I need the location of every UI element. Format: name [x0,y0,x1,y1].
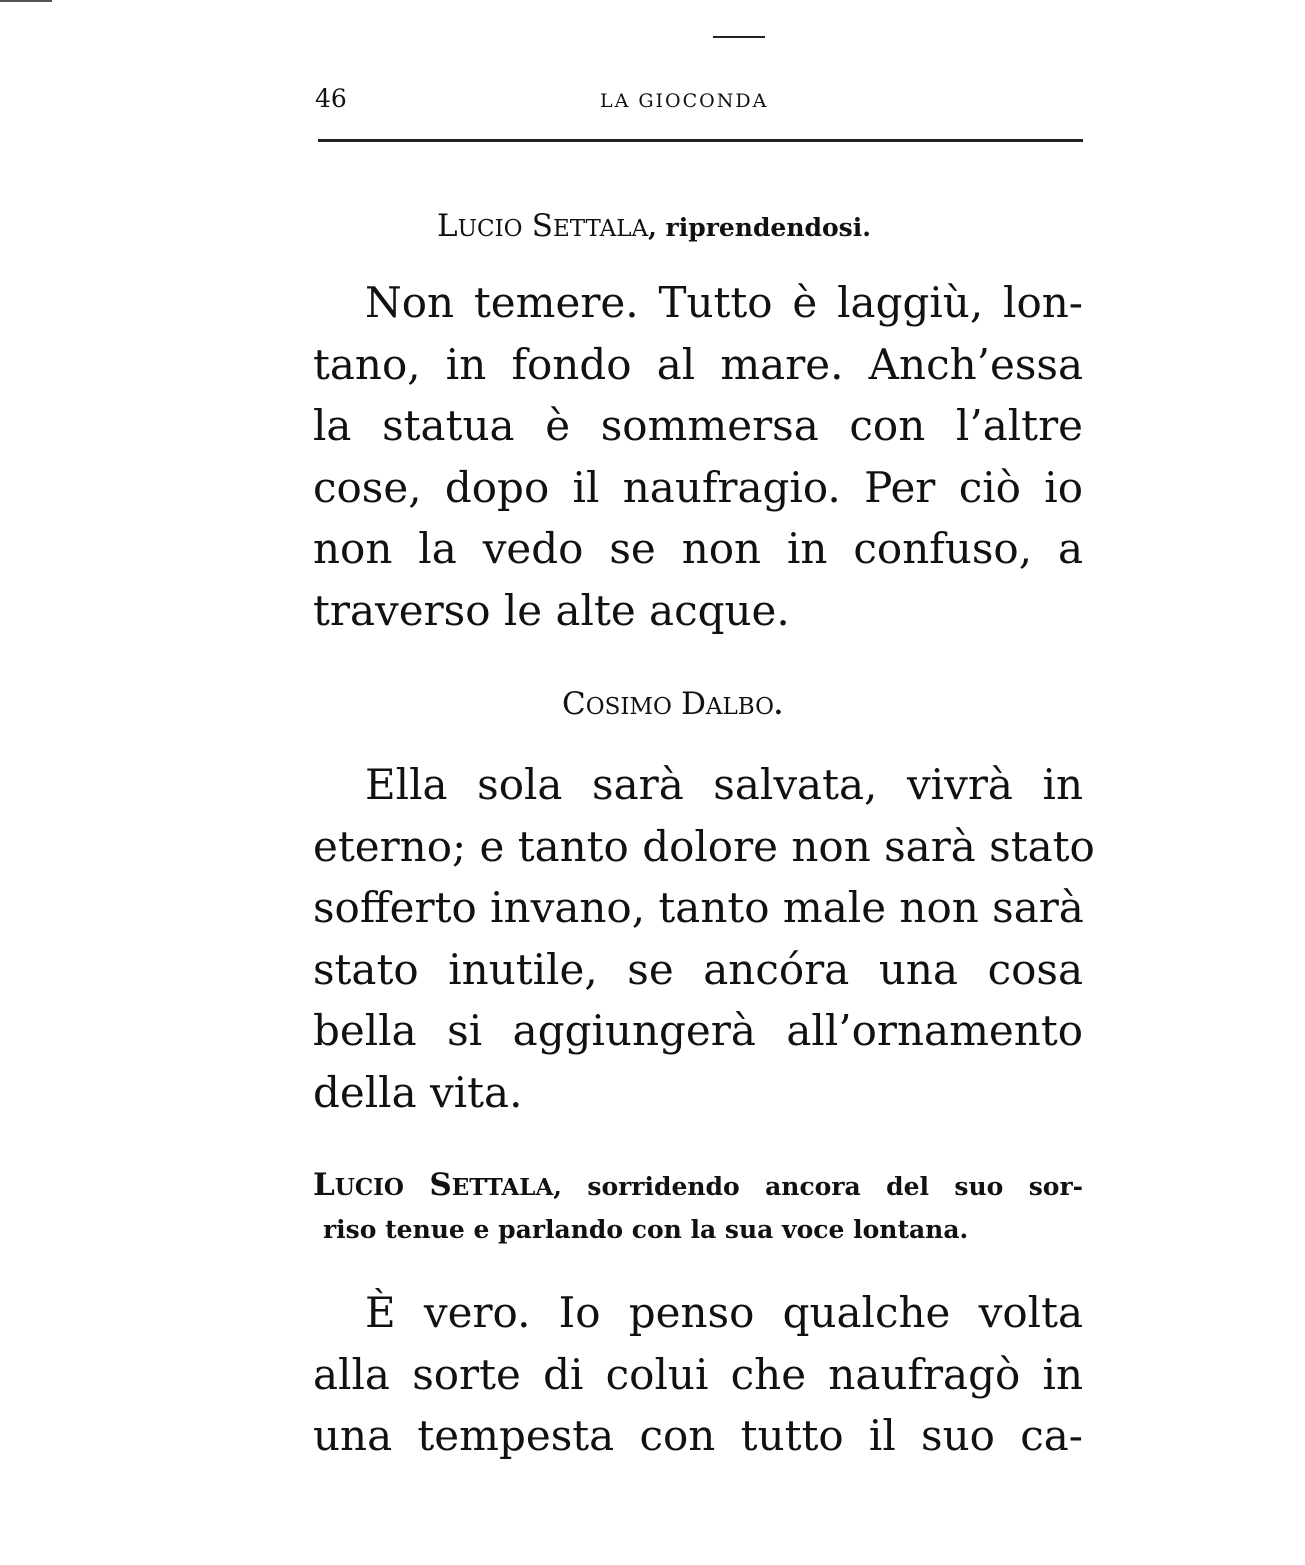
text-line: È vero. Io penso qualche volta [365,1288,1083,1337]
text-line: traverso le alte acque. [313,585,790,635]
text-line: bella si aggiungerà all’ornamento [313,1006,1083,1055]
text-line: Non temere. Tutto è laggiù, lon- [365,278,1083,327]
text-line: la statua è sommersa con l’altre [313,401,1083,450]
page-header [313,80,1085,120]
text-line: Ella sola sarà salvata, vivrà in [365,760,1083,809]
corner-mark [0,0,52,2]
header-rule [318,139,1083,142]
text-line: eterno; e tanto dolore non sarà stato [313,821,1095,871]
text-line: tano, in fondo al mare. Anch’essa [313,339,1083,389]
stage-line: riso tenue e parlando con la sua voce lontana. [323,1215,969,1244]
running-title: LA GIOCONDA [600,90,769,112]
page-number: 46 [315,84,347,113]
text-line: non la vedo se non in confuso, a [313,524,1083,573]
speech-paragraph [313,272,1083,641]
stage-line: LUCIO SETTALA, sorridendo ancora del suo sor- [313,1167,1083,1203]
text-line: stato inutile, se ancóra una cosa [313,944,1083,994]
speech-paragraph [313,1282,1083,1467]
speaker-heading: LUCIO SETTALA, riprendendosi. [437,208,871,244]
top-mark [713,36,765,38]
text-line: sofferto invano, tanto male non sarà [313,883,1084,932]
text-line: cose, dopo il naufragio. Per ciò io [313,462,1083,512]
stage-direction [313,1164,1083,1251]
speaker-heading: COSIMO DALBO. [562,686,783,722]
text-line: della vita. [313,1067,523,1117]
speech-paragraph [313,754,1095,1123]
text-line: una tempesta con tutto il suo ca- [313,1411,1083,1460]
text-line: alla sorte di colui che naufragò in [313,1349,1083,1399]
